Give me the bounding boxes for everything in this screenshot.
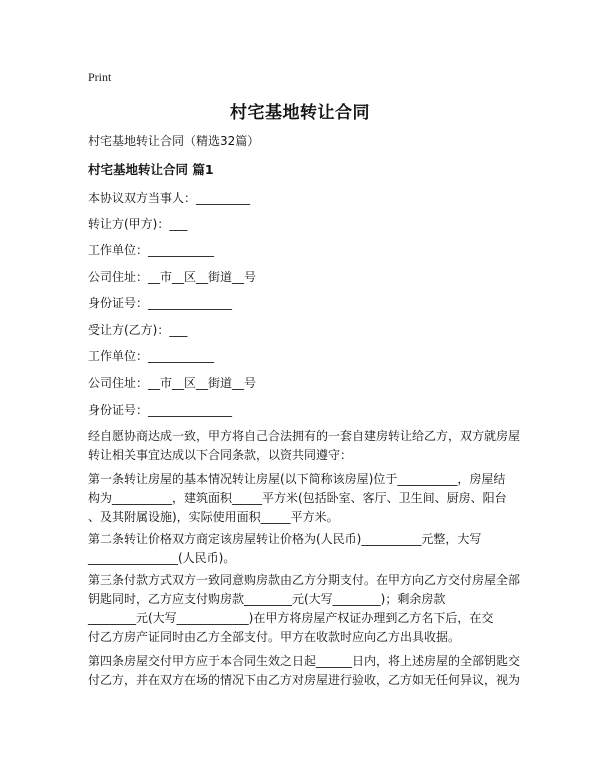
paragraph-line: 第二条转让价格双方商定该房屋转让价格为(人民币)__________元整，大写 [88, 532, 482, 546]
field-transferee-workplace: 工作单位：___________ [88, 349, 215, 363]
paragraph-line: ________元(大写____________)在甲方将房屋产权证办理到乙方名下后，在交 [88, 611, 494, 625]
paragraph-line: 构为__________，建筑面积_____平方米(包括卧室、客厅、卫生间、厨房、阳台 [88, 491, 507, 505]
paragraph-article-1 [88, 470, 512, 527]
document-title: 村宅基地转让合同 [230, 103, 370, 123]
paragraph-line: 付乙方房产证同时由乙方全部支付。甲方在收款时应向乙方出具收据。 [88, 630, 461, 644]
field-parties: 本协议双方当事人：_________ [88, 191, 251, 205]
paragraph-line: 转让相关事宜达成以下合同条款，以资共同遵守： [88, 448, 353, 462]
print-label: Print [88, 70, 112, 84]
paragraph-line: 第四条房屋交付甲方应于本合同生效之日起______日内，将上述房屋的全部钥匙交 [88, 654, 521, 668]
paragraph-line: 、及其附属设施)，实际使用面积_____平方米。 [88, 510, 339, 524]
field-transferee: 受让方(乙方)：___ [88, 323, 188, 337]
field-transferor-workplace: 工作单位：___________ [88, 243, 215, 257]
paragraph-article-2 [88, 530, 512, 568]
paragraph-line: 付乙方，并在双方在场的情况下由乙方对房屋进行验收，乙方如无任何异议，视为 [88, 673, 521, 687]
field-transferee-id: 身份证号：______________ [88, 403, 233, 417]
paragraph-intro [88, 427, 521, 465]
paragraph-article-4 [88, 652, 521, 690]
field-transferor-id: 身份证号：______________ [88, 296, 233, 310]
section-heading: 村宅基地转让合同 篇1 [88, 162, 214, 177]
paragraph-line: _______________(人民币)。 [88, 551, 236, 565]
paragraph-line: 第三条付款方式双方一致同意购房款由乙方分期支付。在甲方向乙方交付房屋全部 [88, 573, 521, 587]
field-transferor-address: 公司住址：__市__区__街道__号 [88, 270, 257, 284]
paragraph-line: 钥匙同时，乙方应支付购房款________元(大写________)；剩余房款 [88, 592, 446, 606]
document-subtitle: 村宅基地转让合同（精选32篇） [88, 134, 260, 148]
field-transferor: 转让方(甲方)：___ [88, 217, 188, 231]
paragraph-line: 第一条转让房屋的基本情况转让房屋(以下简称该房屋)位于__________，房屋结 [88, 472, 506, 486]
paragraph-article-3 [88, 571, 521, 647]
field-transferee-address: 公司住址：__市__区__街道__号 [88, 376, 257, 390]
paragraph-line: 经自愿协商达成一致，甲方将自己合法拥有的一套自建房转让给乙方，双方就房屋 [88, 429, 521, 443]
